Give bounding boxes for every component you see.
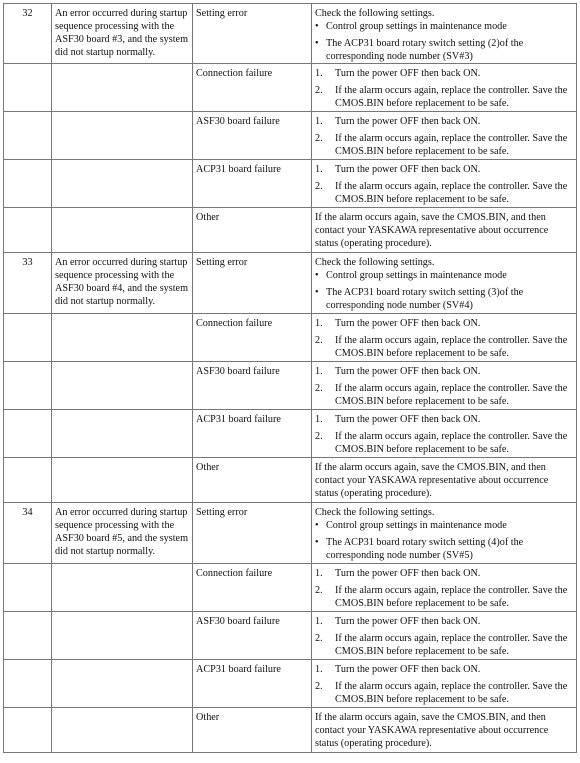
cause-label: Connection failure	[193, 314, 312, 362]
remedy-step: Turn the power OFF then back ON.	[335, 68, 481, 79]
remedy-cell	[312, 4, 577, 64]
remedy-step: If the alarm occurs again, replace the controller. Save the CMOS.BIN before replacement to be safe.	[335, 633, 568, 657]
step-number: 2.	[315, 181, 323, 192]
step-number: 2.	[315, 383, 323, 394]
remedy-step: Turn the power OFF then back ON.	[335, 616, 481, 627]
remedy-step: Turn the power OFF then back ON.	[335, 414, 481, 425]
cause-label: Connection failure	[193, 564, 312, 612]
remedy-step: Turn the power OFF then back ON.	[335, 318, 481, 329]
remedy-bullet: Control group settings in maintenance mode	[326, 270, 507, 281]
remedy-intro: Check the following settings.	[315, 507, 435, 518]
list-item	[315, 334, 573, 360]
remedy-step: Turn the power OFF then back ON.	[335, 366, 481, 377]
remedy-bullet: The ACP31 board rotary switch setting (2)of the corresponding node number (SV#3)	[326, 38, 524, 62]
empty-cell	[52, 208, 193, 253]
empty-cell	[4, 208, 52, 253]
list-item	[315, 536, 573, 562]
remedy-text: If the alarm occurs again, save the CMOS.BIN, and then contact your YASKAWA representative about occurrence status (operating procedure).	[312, 708, 577, 753]
table-row	[4, 564, 577, 612]
alarm-number	[4, 4, 52, 64]
empty-cell	[52, 160, 193, 208]
remedy-step: If the alarm occurs again, replace the controller. Save the CMOS.BIN before replacement to be safe.	[335, 585, 568, 609]
bullet-icon: •	[315, 270, 319, 281]
step-number: 2.	[315, 85, 323, 96]
remedy-cell	[312, 64, 577, 112]
step-number: 2.	[315, 585, 323, 596]
list-item	[315, 115, 573, 128]
bullet-icon: •	[315, 520, 319, 531]
step-number: 2.	[315, 335, 323, 346]
table-row	[4, 64, 577, 112]
list-item	[315, 584, 573, 610]
alarm-description: An error occurred during startup sequence processing with the ASF30 board #4, and the system did not startup normally.	[52, 253, 193, 314]
cause-label: Setting error	[193, 4, 312, 64]
step-number: 1.	[315, 568, 323, 579]
list-item	[315, 519, 573, 532]
remedy-step: Turn the power OFF then back ON.	[335, 164, 481, 175]
table-row	[4, 208, 577, 253]
empty-cell	[52, 660, 193, 708]
alarm-number-text: 32	[22, 8, 33, 19]
cause-label: ACP31 board failure	[193, 660, 312, 708]
list-item	[315, 132, 573, 158]
remedy-step: If the alarm occurs again, replace the controller. Save the CMOS.BIN before replacement to be safe.	[335, 383, 568, 407]
bullet-icon: •	[315, 38, 319, 49]
list-item	[315, 286, 573, 312]
remedy-text: If the alarm occurs again, save the CMOS.BIN, and then contact your YASKAWA representative about occurrence status (operating procedure).	[312, 208, 577, 253]
step-number: 1.	[315, 414, 323, 425]
remedy-cell	[312, 503, 577, 564]
remedy-step: Turn the power OFF then back ON.	[335, 116, 481, 127]
remedy-step: If the alarm occurs again, replace the controller. Save the CMOS.BIN before replacement to be safe.	[335, 431, 568, 455]
cause-label: ACP31 board failure	[193, 410, 312, 458]
table-row	[4, 503, 577, 564]
empty-cell	[52, 314, 193, 362]
remedy-bullet: Control group settings in maintenance mode	[326, 520, 507, 531]
step-number: 1.	[315, 366, 323, 377]
remedy-step: If the alarm occurs again, replace the controller. Save the CMOS.BIN before replacement to be safe.	[335, 681, 568, 705]
table-row	[4, 708, 577, 753]
alarm-table	[3, 3, 577, 753]
list-item	[315, 430, 573, 456]
empty-cell	[4, 564, 52, 612]
alarm-description: An error occurred during startup sequence processing with the ASF30 board #5, and the system did not startup normally.	[52, 503, 193, 564]
list-item	[315, 382, 573, 408]
cause-label: Setting error	[193, 253, 312, 314]
step-number: 1.	[315, 318, 323, 329]
remedy-bullet: The ACP31 board rotary switch setting (3)of the corresponding node number (SV#4)	[326, 287, 524, 311]
remedy-cell	[312, 564, 577, 612]
remedy-text: If the alarm occurs again, save the CMOS.BIN, and then contact your YASKAWA representative about occurrence status (operating procedure).	[312, 458, 577, 503]
cause-label: ASF30 board failure	[193, 362, 312, 410]
empty-cell	[52, 112, 193, 160]
remedy-cell	[312, 112, 577, 160]
remedy-cell	[312, 253, 577, 314]
step-number: 1.	[315, 68, 323, 79]
list-item	[315, 680, 573, 706]
step-number: 1.	[315, 616, 323, 627]
table-row	[4, 160, 577, 208]
empty-cell	[4, 64, 52, 112]
empty-cell	[4, 660, 52, 708]
remedy-intro: Check the following settings.	[315, 257, 435, 268]
remedy-intro: Check the following settings.	[315, 8, 435, 19]
cause-label: ASF30 board failure	[193, 112, 312, 160]
table-row	[4, 612, 577, 660]
bullet-icon: •	[315, 21, 319, 32]
remedy-cell	[312, 612, 577, 660]
cause-label: Other	[193, 208, 312, 253]
remedy-step: If the alarm occurs again, replace the controller. Save the CMOS.BIN before replacement to be safe.	[335, 335, 568, 359]
empty-cell	[4, 458, 52, 503]
step-number: 1.	[315, 164, 323, 175]
remedy-step: If the alarm occurs again, replace the controller. Save the CMOS.BIN before replacement to be safe.	[335, 133, 568, 157]
step-number: 2.	[315, 133, 323, 144]
cause-label: ACP31 board failure	[193, 160, 312, 208]
table-row	[4, 112, 577, 160]
empty-cell	[52, 458, 193, 503]
empty-cell	[4, 410, 52, 458]
step-number: 1.	[315, 664, 323, 675]
empty-cell	[4, 160, 52, 208]
list-item	[315, 365, 573, 378]
remedy-step: Turn the power OFF then back ON.	[335, 568, 481, 579]
remedy-cell	[312, 410, 577, 458]
list-item	[315, 615, 573, 628]
empty-cell	[4, 112, 52, 160]
remedy-cell	[312, 160, 577, 208]
empty-cell	[52, 64, 193, 112]
empty-cell	[52, 708, 193, 753]
remedy-step: If the alarm occurs again, replace the controller. Save the CMOS.BIN before replacement to be safe.	[335, 181, 568, 205]
empty-cell	[4, 708, 52, 753]
list-item	[315, 180, 573, 206]
table-row	[4, 410, 577, 458]
remedy-bullet: The ACP31 board rotary switch setting (4)of the corresponding node number (SV#5)	[326, 537, 524, 561]
cause-label: Other	[193, 708, 312, 753]
alarm-number	[4, 503, 52, 564]
empty-cell	[52, 612, 193, 660]
empty-cell	[4, 362, 52, 410]
step-number: 2.	[315, 431, 323, 442]
empty-cell	[4, 314, 52, 362]
alarm-number	[4, 253, 52, 314]
list-item	[315, 163, 573, 176]
empty-cell	[52, 564, 193, 612]
alarm-description: An error occurred during startup sequence processing with the ASF30 board #3, and the system did not startup normally.	[52, 4, 193, 64]
alarm-table-body	[4, 4, 577, 753]
step-number: 1.	[315, 116, 323, 127]
list-item	[315, 84, 573, 110]
empty-cell	[4, 612, 52, 660]
remedy-cell	[312, 362, 577, 410]
list-item	[315, 567, 573, 580]
list-item	[315, 67, 573, 80]
alarm-number-text: 33	[22, 257, 33, 268]
cause-label: Connection failure	[193, 64, 312, 112]
table-row	[4, 458, 577, 503]
list-item	[315, 20, 573, 33]
step-number: 2.	[315, 633, 323, 644]
alarm-number-text: 34	[22, 507, 33, 518]
bullet-icon: •	[315, 287, 319, 298]
step-number: 2.	[315, 681, 323, 692]
list-item	[315, 663, 573, 676]
table-row	[4, 362, 577, 410]
remedy-cell	[312, 660, 577, 708]
list-item	[315, 37, 573, 63]
list-item	[315, 413, 573, 426]
table-row	[4, 4, 577, 64]
table-row	[4, 314, 577, 362]
remedy-bullet: Control group settings in maintenance mode	[326, 21, 507, 32]
empty-cell	[52, 410, 193, 458]
list-item	[315, 632, 573, 658]
table-row	[4, 660, 577, 708]
remedy-step: If the alarm occurs again, replace the controller. Save the CMOS.BIN before replacement to be safe.	[335, 85, 568, 109]
bullet-icon: •	[315, 537, 319, 548]
cause-label: ASF30 board failure	[193, 612, 312, 660]
remedy-cell	[312, 314, 577, 362]
cause-label: Setting error	[193, 503, 312, 564]
list-item	[315, 317, 573, 330]
list-item	[315, 269, 573, 282]
cause-label: Other	[193, 458, 312, 503]
table-row	[4, 253, 577, 314]
remedy-step: Turn the power OFF then back ON.	[335, 664, 481, 675]
empty-cell	[52, 362, 193, 410]
